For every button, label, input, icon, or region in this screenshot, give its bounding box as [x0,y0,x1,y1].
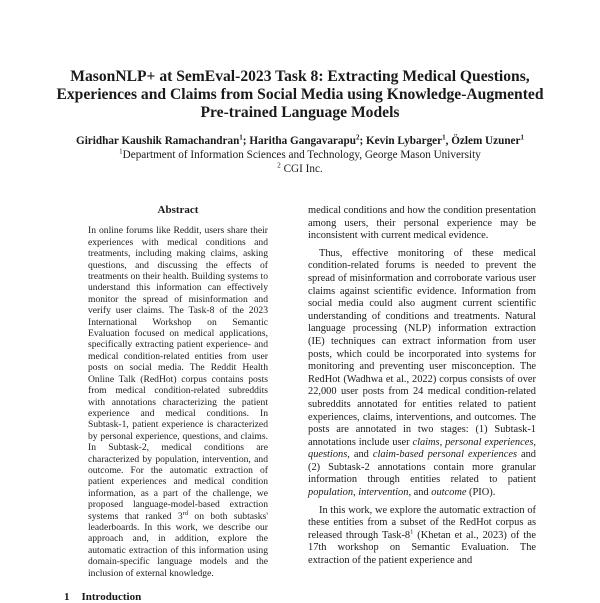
body-paragraph-1: medical conditions and how the condition presentation among users, their personal experience may be inconsistent with current medical evidence. [308,205,536,242]
abstract-rank-sup: rd [182,509,189,517]
p2-em-outcome: outcome [431,487,467,499]
author-4: Özlem Uzuner [451,135,521,147]
author-sep: ; [359,135,366,147]
title-line-1: MasonNLP+ at SemEval-2023 Task 8: Extracting Medical Questions, [70,68,530,85]
body-paragraph-3 [308,505,536,568]
affiliation-1-marker: 1 [119,147,123,156]
p2-conn-7: (PIO). [466,487,496,499]
title-line-2: Experiences and Claims from Social Media using Knowledge-Augmented [56,86,544,103]
author-3: Kevin Lybarger [365,135,443,147]
p2-conn-5: , [353,487,359,499]
author-2: Haritha Gangavarapu [249,135,356,147]
p2-em-claims: claims [412,436,440,448]
author-1: Giridhar Kaushik Ramachandran [76,135,240,147]
author-3-affil: 1 [442,133,446,142]
section-heading-introduction [64,591,141,603]
p2-conn-2: , [533,436,536,448]
abstract-text-part-2: on both subtasks' leaderboards. In this work, we describe our approach and, in addition, explore the automatic extraction of this information using domain-specific language models and the inclusion of external knowledge. [88,510,268,579]
section-number: 1 [64,591,70,603]
abstract-text-part-1: In online forums like Reddit, users share their experiences with medical conditions and treatments, including making claims, asking questions, and discussing the effects of treatments on their health. Building systems to understand this information can effectively monitor the spread of misinformation and verify user claims. The Task-8 of the 2023 International Workshop on Semantic Evaluation focused on medical applications, specifically extracting patient experience- and medical condition-related entities from user posts on social media. The Reddit Health Online Talk (RedHot) corpus contains posts from medical condition-related subreddits with annotations characterizing the patient experience and medical conditions. In Subtask-1, patient experience is characterized by personal experience, questions, and claims. In Subtask-2, medical conditions are characterized by population, intervention, and outcome. For the automatic extraction of patient experiences and medical condition information, as a part of the challenge, we proposed language-model-based extraction systems that ranked 3 [88,225,268,522]
p3-text-a: In this work, we explore the automatic extraction of these entities from a subset of the RedHot corpus as released through Task-8 [308,504,536,541]
p2-em-claim-based: claim-based personal experiences [372,449,518,461]
body-column-right [308,205,536,573]
title-line-3: Pre-trained Language Models [200,104,400,121]
p2-conn-3: , and [347,449,373,461]
author-block [30,134,570,176]
abstract-column [88,205,268,579]
author-1-affil: 1 [239,133,243,142]
affiliation-1 [30,148,570,162]
p2-text: Thus, effective monitoring of these medical condition-related forums is needed to prevent the spread of misinformation and corroborate various user claims against scientific evidence. Information from social media could also augment current scientific understanding of conditions and treatments. Natural language processing (NLP) information extraction (IE) techniques can extract information from user posts, which could be incorporated into systems for monitoring and preventing user misconception. The RedHot (Wadhwa et al., 2022) corpus consists of over 22,000 user posts from 24 medical condition-related subreddits annotated for entities related to patient experiences, claims, interventions, and outcomes. The posts are annotated in two stages: (1) Subtask-1 annotations include user [308,247,536,448]
affiliation-2-text: CGI Inc. [280,163,323,175]
footnote-marker: 1 [410,528,414,536]
p2-em-intervention: intervention [358,487,409,499]
author-4-affil: 1 [520,133,524,142]
p2-conn-1: , [439,436,446,448]
abstract-text [88,225,268,579]
affiliation-2 [30,162,570,176]
body-paragraph-2 [308,248,536,500]
p2-conn-6: , and [408,487,432,499]
author-sep: ; [242,135,250,147]
p2-em-population: population [308,487,354,499]
section-title: Introduction [81,591,142,603]
p2-em-personal-experiences: personal experiences [445,436,534,448]
affiliation-1-text: Department of Information Sciences and Technology, George Mason University [122,149,481,161]
affiliation-2-marker: 2 [277,161,281,170]
p2-conn-4: and (2) Subtask-2 annotations contain more granular information through entities related to patient [308,449,537,486]
p3-text-b: (Khetan et al., 2023) of the 17th workshop on Semantic Evaluation. The extraction of the patient experience and [308,529,536,567]
author-names [30,134,570,148]
paper-title [40,68,560,122]
abstract-heading: Abstract [157,204,199,216]
p2-em-questions: questions [308,449,348,461]
author-2-affil: 2 [355,133,360,142]
author-sep-last: , [445,135,452,147]
